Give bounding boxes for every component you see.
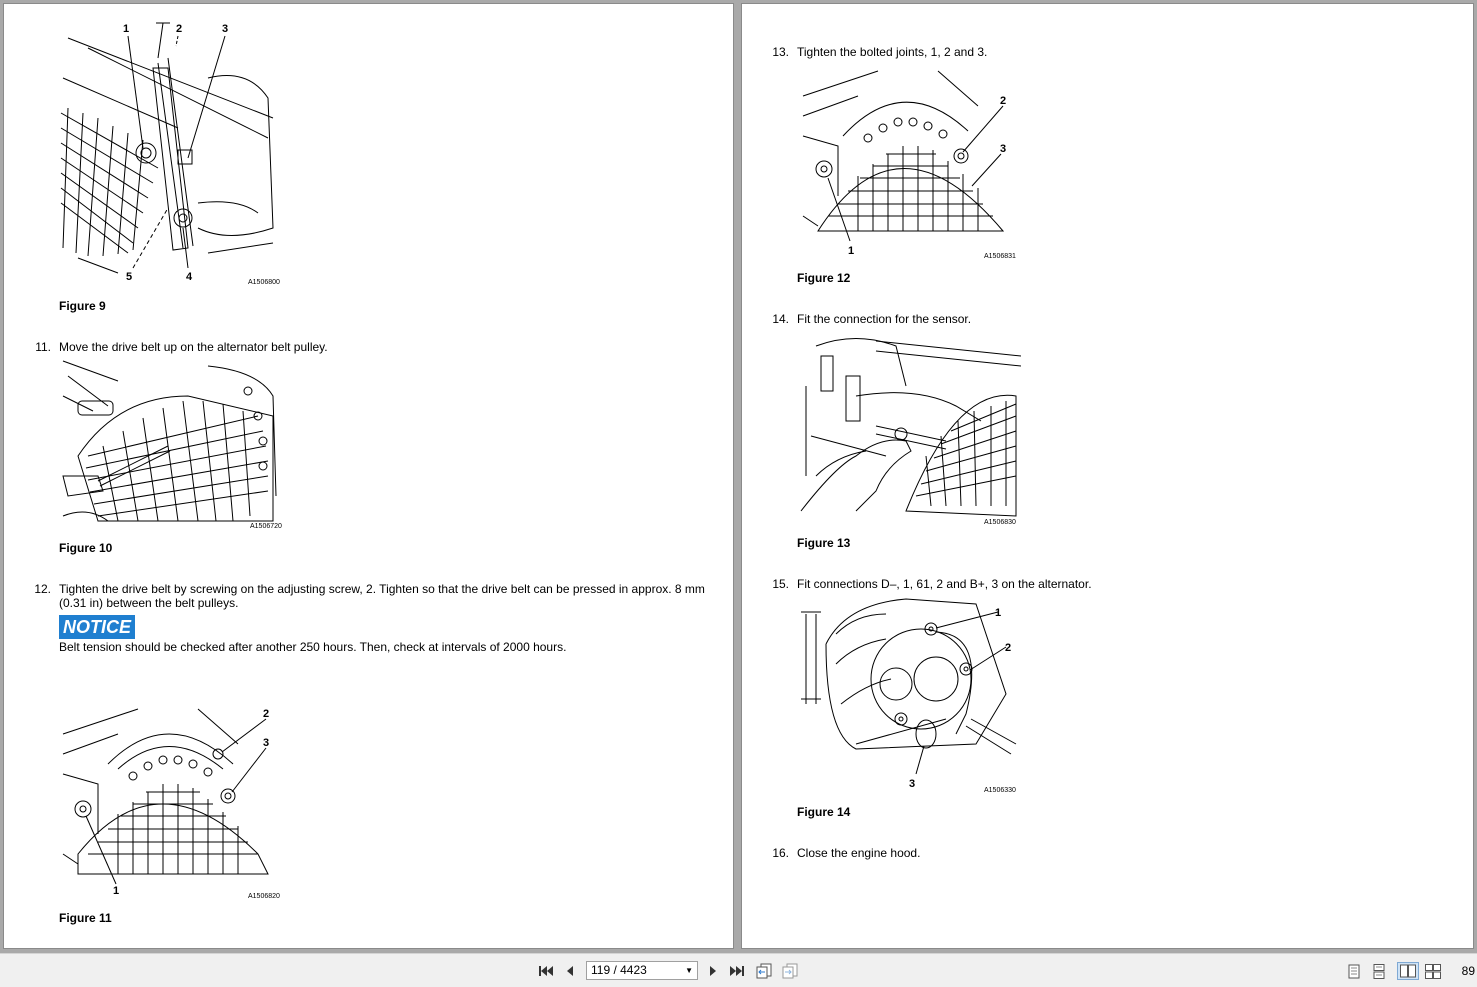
- go-forward-icon[interactable]: [781, 962, 799, 980]
- step-11-text: Move the drive belt up on the alternator belt pulley.: [59, 340, 328, 354]
- figure-id: A1506800: [248, 279, 280, 286]
- page-number-input[interactable]: [586, 961, 698, 980]
- right-page: [741, 3, 1474, 949]
- figure-14-caption: Figure 14: [797, 805, 851, 819]
- figure-9-caption: Figure 9: [59, 299, 106, 313]
- callout-2: 2: [1000, 95, 1007, 107]
- callout-1: 1: [848, 245, 855, 257]
- previous-page-icon[interactable]: [561, 962, 579, 980]
- step-11-number: 11.: [35, 340, 51, 354]
- figure-13-illustration: [796, 326, 1021, 526]
- callout-5: 5: [126, 271, 133, 283]
- figure-10-caption: Figure 10: [59, 541, 113, 555]
- callout-3: 3: [263, 737, 270, 749]
- figure-id: A1506830: [984, 519, 1016, 526]
- first-page-icon[interactable]: [537, 962, 555, 980]
- figure-13-caption: Figure 13: [797, 536, 851, 550]
- callout-3: 3: [909, 778, 916, 790]
- step-15-text: Fit connections D–, 1, 61, 2 and B+, 3 on the alternator.: [797, 577, 1092, 591]
- callout-2: 2: [1005, 642, 1012, 654]
- step-12-line-1: Tighten the drive belt by screwing on the adjusting screw, 2. Tighten so that the drive belt can be pressed in approx. 8 mm: [59, 582, 705, 596]
- figure-14-illustration: [796, 594, 1021, 794]
- callout-1: 1: [995, 607, 1002, 619]
- callout-3: 3: [222, 23, 229, 35]
- single-page-view-icon[interactable]: [1345, 962, 1363, 980]
- callout-3: 3: [1000, 143, 1007, 155]
- figure-12-caption: Figure 12: [797, 271, 851, 285]
- figure-12-illustration: [798, 66, 1023, 261]
- step-13-number: 13.: [772, 45, 789, 59]
- step-12-number: 12.: [34, 582, 51, 596]
- notice-badge: NOTICE: [59, 615, 135, 639]
- zoom-level[interactable]: 89: [1461, 964, 1475, 978]
- last-page-icon[interactable]: [728, 962, 746, 980]
- step-13-text: Tighten the bolted joints, 1, 2 and 3.: [797, 45, 988, 59]
- step-16-text: Close the engine hood.: [797, 846, 921, 860]
- figure-id: A1506330: [984, 787, 1016, 794]
- go-back-icon[interactable]: [755, 962, 773, 980]
- page-indicator: 119 / 4423: [591, 963, 647, 977]
- callout-4: 4: [186, 271, 193, 283]
- figure-id: A1506831: [984, 253, 1016, 260]
- figure-11-illustration: [58, 704, 283, 899]
- page-dropdown-icon[interactable]: ▼: [685, 966, 693, 975]
- notice-text: Belt tension should be checked after another 250 hours. Then, check at intervals of 2000 hours.: [59, 640, 567, 654]
- belt-grille-lines: [61, 108, 158, 256]
- two-page-view-icon[interactable]: [1397, 962, 1419, 980]
- step-16-number: 16.: [772, 846, 789, 860]
- step-15-number: 15.: [772, 577, 789, 591]
- left-page: [3, 3, 734, 949]
- callout-2: 2: [263, 708, 270, 720]
- callout-1: 1: [113, 885, 120, 897]
- figure-id: A1506720: [250, 523, 282, 530]
- step-14-number: 14.: [772, 312, 789, 326]
- continuous-two-page-view-icon[interactable]: [1424, 962, 1442, 980]
- step-14-text: Fit the connection for the sensor.: [797, 312, 972, 326]
- navigation-toolbar: [0, 953, 1477, 987]
- figure-9-illustration: [58, 18, 283, 288]
- continuous-view-icon[interactable]: [1370, 962, 1388, 980]
- step-12-line-2: (0.31 in) between the belt pulleys.: [59, 596, 239, 610]
- figure-10-illustration: [58, 356, 283, 531]
- next-page-icon[interactable]: [704, 962, 722, 980]
- callout-2: 2: [176, 23, 183, 35]
- callout-1: 1: [123, 23, 130, 35]
- figure-id: A1506820: [248, 893, 280, 899]
- figure-11-caption: Figure 11: [59, 911, 112, 925]
